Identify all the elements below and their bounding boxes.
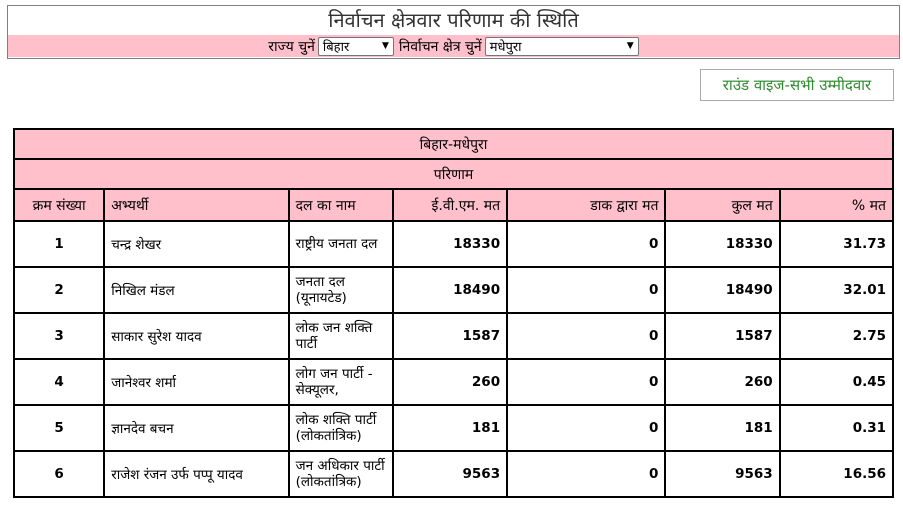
round-wise-button[interactable]: राउंड वाइज-सभी उम्मीदवार xyxy=(700,69,894,101)
table-row xyxy=(14,451,893,497)
state-select-value: बिहार xyxy=(322,40,350,55)
table-row xyxy=(14,267,893,313)
party-cell: जनता दल (यूनायटेड) xyxy=(289,267,393,313)
vote-percent-cell: 2.75 xyxy=(780,313,893,359)
candidate-cell: निखिल मंडल xyxy=(104,267,288,313)
party-cell: लोग जन पार्टी - सेक्यूलर, xyxy=(289,359,393,405)
col-header-percent: % मत xyxy=(780,189,893,221)
candidate-cell: ज्ञानदेव बचन xyxy=(104,405,288,451)
postal-votes-cell: 0 xyxy=(507,359,665,405)
total-votes-cell: 1587 xyxy=(665,313,779,359)
col-header-candidate: अभ्यर्थी xyxy=(104,189,288,221)
serial-cell: 1 xyxy=(14,221,104,267)
vote-percent-cell: 0.31 xyxy=(780,405,893,451)
state-select[interactable] xyxy=(318,37,394,56)
col-header-total: कुल मत xyxy=(665,189,779,221)
party-cell: जन अधिकार पार्टी (लोकतांत्रिक) xyxy=(289,451,393,497)
serial-cell: 3 xyxy=(14,313,104,359)
constituency-label: निर्वाचन क्षेत्र चुनें xyxy=(398,38,482,55)
results-table xyxy=(13,128,894,498)
candidate-cell: जानेश्वर शर्मा xyxy=(104,359,288,405)
serial-cell: 4 xyxy=(14,359,104,405)
party-cell: लोक शक्ति पार्टी (लोकतांत्रिक) xyxy=(289,405,393,451)
candidate-cell: साकार सुरेश यादव xyxy=(104,313,288,359)
total-votes-cell: 181 xyxy=(665,405,779,451)
postal-votes-cell: 0 xyxy=(507,267,665,313)
total-votes-cell: 9563 xyxy=(665,451,779,497)
postal-votes-cell: 0 xyxy=(507,221,665,267)
chevron-down-icon: ▼ xyxy=(626,41,634,51)
region-title: बिहार-मधेपुरा xyxy=(14,129,893,159)
evm-votes-cell: 9563 xyxy=(393,451,507,497)
serial-cell: 6 xyxy=(14,451,104,497)
candidate-cell: चन्द्र शेखर xyxy=(104,221,288,267)
party-cell: लोक जन शक्ति पार्टी xyxy=(289,313,393,359)
selector-bar xyxy=(8,35,899,57)
col-header-evm: ई.वी.एम. मत xyxy=(393,189,507,221)
state-label: राज्य चुनें xyxy=(268,38,315,55)
table-row xyxy=(14,221,893,267)
evm-votes-cell: 18490 xyxy=(393,267,507,313)
page-title: निर्वाचन क्षेत्रवार परिणाम की स्थिति xyxy=(328,8,579,32)
evm-votes-cell: 1587 xyxy=(393,313,507,359)
vote-percent-cell: 31.73 xyxy=(780,221,893,267)
postal-votes-cell: 0 xyxy=(507,313,665,359)
total-votes-cell: 18490 xyxy=(665,267,779,313)
filter-panel xyxy=(7,5,900,59)
vote-percent-cell: 0.45 xyxy=(780,359,893,405)
candidate-cell: राजेश रंजन उर्फ पप्पू यादव xyxy=(104,451,288,497)
postal-votes-cell: 0 xyxy=(507,451,665,497)
party-cell: राष्ट्रीय जनता दल xyxy=(289,221,393,267)
evm-votes-cell: 18330 xyxy=(393,221,507,267)
table-row xyxy=(14,359,893,405)
serial-cell: 5 xyxy=(14,405,104,451)
vote-percent-cell: 16.56 xyxy=(780,451,893,497)
results-body xyxy=(14,221,893,497)
constituency-select[interactable] xyxy=(485,37,639,56)
evm-votes-cell: 181 xyxy=(393,405,507,451)
results-subtitle: परिणाम xyxy=(14,159,893,189)
table-row xyxy=(14,405,893,451)
constituency-select-value: मधेपुरा xyxy=(489,40,522,55)
total-votes-cell: 260 xyxy=(665,359,779,405)
serial-cell: 2 xyxy=(14,267,104,313)
col-header-postal: डाक द्वारा मत xyxy=(507,189,665,221)
table-row xyxy=(14,313,893,359)
col-header-party: दल का नाम xyxy=(289,189,393,221)
col-header-serial: क्रम संख्या xyxy=(14,189,104,221)
vote-percent-cell: 32.01 xyxy=(780,267,893,313)
total-votes-cell: 18330 xyxy=(665,221,779,267)
chevron-down-icon: ▼ xyxy=(381,41,389,51)
postal-votes-cell: 0 xyxy=(507,405,665,451)
evm-votes-cell: 260 xyxy=(393,359,507,405)
